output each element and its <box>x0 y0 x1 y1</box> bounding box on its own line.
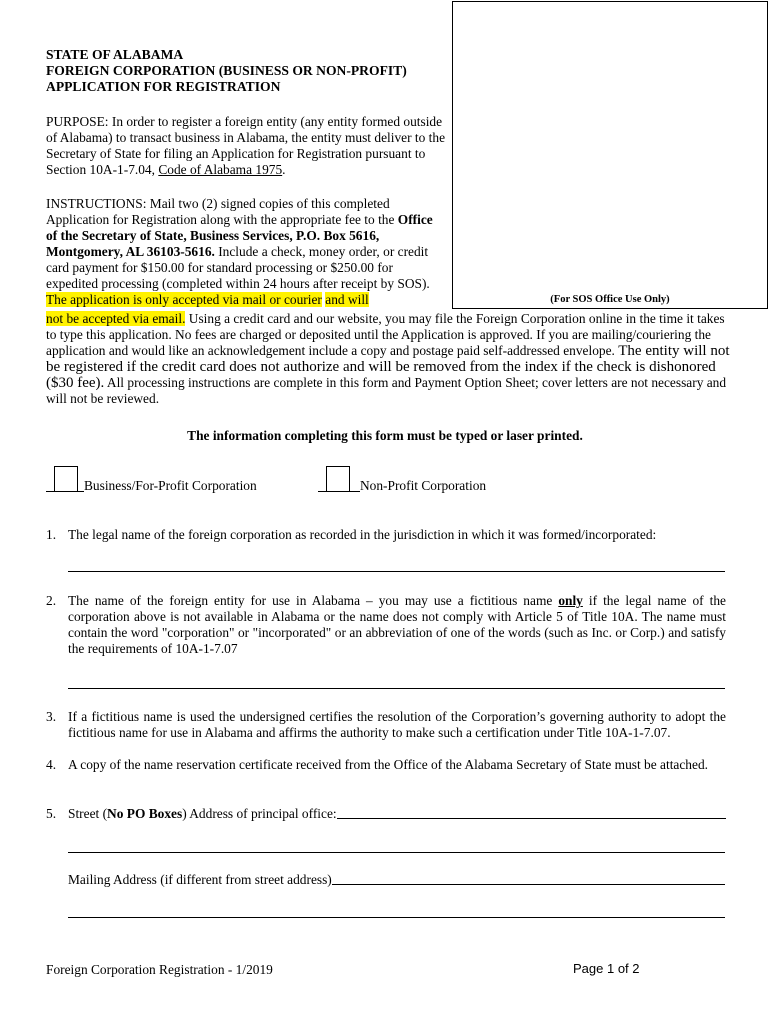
checkbox-lead-line <box>318 465 326 492</box>
instructions-payment: Include a check, money order, or credit card payment for $150.00 for standard processing or $250.00 for expedited processing (completed within 24 hours after receipt by SOS). <box>46 244 430 291</box>
legal-name-field[interactable] <box>68 571 725 572</box>
q2-only: only <box>558 593 583 608</box>
q5-label <box>68 806 337 822</box>
question-number: 4. <box>46 757 57 772</box>
footer-form-id: Foreign Corporation Registration - 1/2019 <box>46 962 273 977</box>
fictitious-name-field[interactable] <box>68 688 725 689</box>
checkbox-tail-line <box>350 465 360 492</box>
question-3 <box>46 709 726 741</box>
instructions-intro: INSTRUCTIONS: Mail two (2) signed copies of this completed Application for Registration along with the appropriate fee to the <box>46 196 398 227</box>
instructions-closing: All processing instructions are complete in this form and Payment Option Sheet; cover letters are not necessary and will not be reviewed. <box>46 375 727 406</box>
question-text: The legal name of the foreign corporation as recorded in the jurisdiction in which it was formed/incorporated: <box>68 527 657 542</box>
footer-page-number: Page 1 of 2 <box>573 961 640 976</box>
title-form: FOREIGN CORPORATION (BUSINESS OR NON-PROFIT) <box>46 63 407 78</box>
question-2 <box>46 593 726 657</box>
checkbox-lead-line <box>46 465 54 492</box>
street-address-field[interactable] <box>337 806 726 819</box>
q5-bold: No PO Boxes <box>107 806 183 821</box>
question-text <box>68 593 726 657</box>
q2-text-b: if the legal name of the corporation above is not available in Alabama or the name does not comply with Article 5 of Title 10A. The name must contain the word "corporation" or "incorporated" or an abbreviation of one of the words (such as Inc. or Corp.) and satisfy the requirements of 10A-1-7.07 <box>68 593 726 656</box>
sos-office-use-label: (For SOS Office Use Only) <box>550 294 670 305</box>
highlight-mail-only: The application is only accepted via mail or courier <box>46 292 322 307</box>
nonprofit-label: Non-Profit Corporation <box>360 478 487 493</box>
purpose-text: PURPOSE: In order to register a foreign entity (any entity formed outside of Alabama) to transact business in Alabama, the entity must deliver to the Secretary of State for filing an Application for Registration pursuant to Section 10A-1-7.04, <box>46 114 446 177</box>
question-text <box>68 806 726 822</box>
instructions-online: Using a credit card and our website, you may file the Foreign Corporation online in the time it takes to type this application. No fees are charged or deposited until the Application is approved. If you are mailing/couriering the application and would like an acknowledgement include a copy and postage paid self-addressed envelope. <box>46 311 725 358</box>
q2-text-a: The name of the foreign entity for use in Alabama – you may use a fictitious name <box>68 593 559 608</box>
highlight-no-email-a: and will <box>325 292 369 307</box>
q5-text-a: Street ( <box>68 806 108 821</box>
question-text: A copy of the name reservation certificate received from the Office of the Alabama Secretary of State must be attached. <box>68 757 708 772</box>
question-5 <box>46 806 726 822</box>
mailing-address-sos: Office of the Secretary of State, Business Services, P.O. Box 5616, Montgomery, AL 36103-5616. <box>46 212 433 259</box>
instructions-warning: The entity will not be registered if the credit card does not authorize and will be removed from the index if the check is dishonored ($30 fee). <box>46 343 730 391</box>
question-text: If a fictitious name is used the undersigned certifies the resolution of the Corporation’s governing authority to adopt the fictitious name for use in Alabama and affirms the authority to make such a certification under Title 10A-1-7.07. <box>68 709 726 740</box>
question-number: 5. <box>46 806 57 821</box>
form-title <box>46 47 407 95</box>
mailing-address-field[interactable] <box>332 872 725 885</box>
option-nonprofit[interactable] <box>318 465 486 492</box>
mailing-address-label: Mailing Address (if different from street address) <box>68 872 332 887</box>
typed-notice: The information completing this form must be typed or laser printed. <box>187 428 583 443</box>
mailing-address-line-2[interactable] <box>68 917 725 918</box>
question-number: 1. <box>46 527 57 542</box>
purpose-paragraph <box>46 114 446 178</box>
business-label: Business/For-Profit Corporation <box>84 478 257 493</box>
sos-office-use-box <box>452 1 768 309</box>
title-application: APPLICATION FOR REGISTRATION <box>46 79 281 94</box>
instructions-continued <box>46 311 736 407</box>
option-business[interactable] <box>46 465 257 492</box>
mailing-address-row <box>68 872 725 888</box>
nonprofit-checkbox[interactable] <box>326 466 350 492</box>
code-of-alabama-ref: Code of Alabama 1975 <box>158 162 283 177</box>
question-1 <box>46 527 726 543</box>
question-number: 3. <box>46 709 57 724</box>
q5-text-b: ) Address of principal office: <box>182 806 337 821</box>
purpose-end: . <box>282 162 286 177</box>
question-4 <box>46 757 726 773</box>
street-address-line-2[interactable] <box>68 852 725 853</box>
highlight-no-email-b: not be accepted via email. <box>46 311 186 326</box>
title-state: STATE OF ALABAMA <box>46 47 184 62</box>
business-checkbox[interactable] <box>54 466 78 492</box>
question-number: 2. <box>46 593 57 608</box>
instructions-paragraph <box>46 196 446 308</box>
